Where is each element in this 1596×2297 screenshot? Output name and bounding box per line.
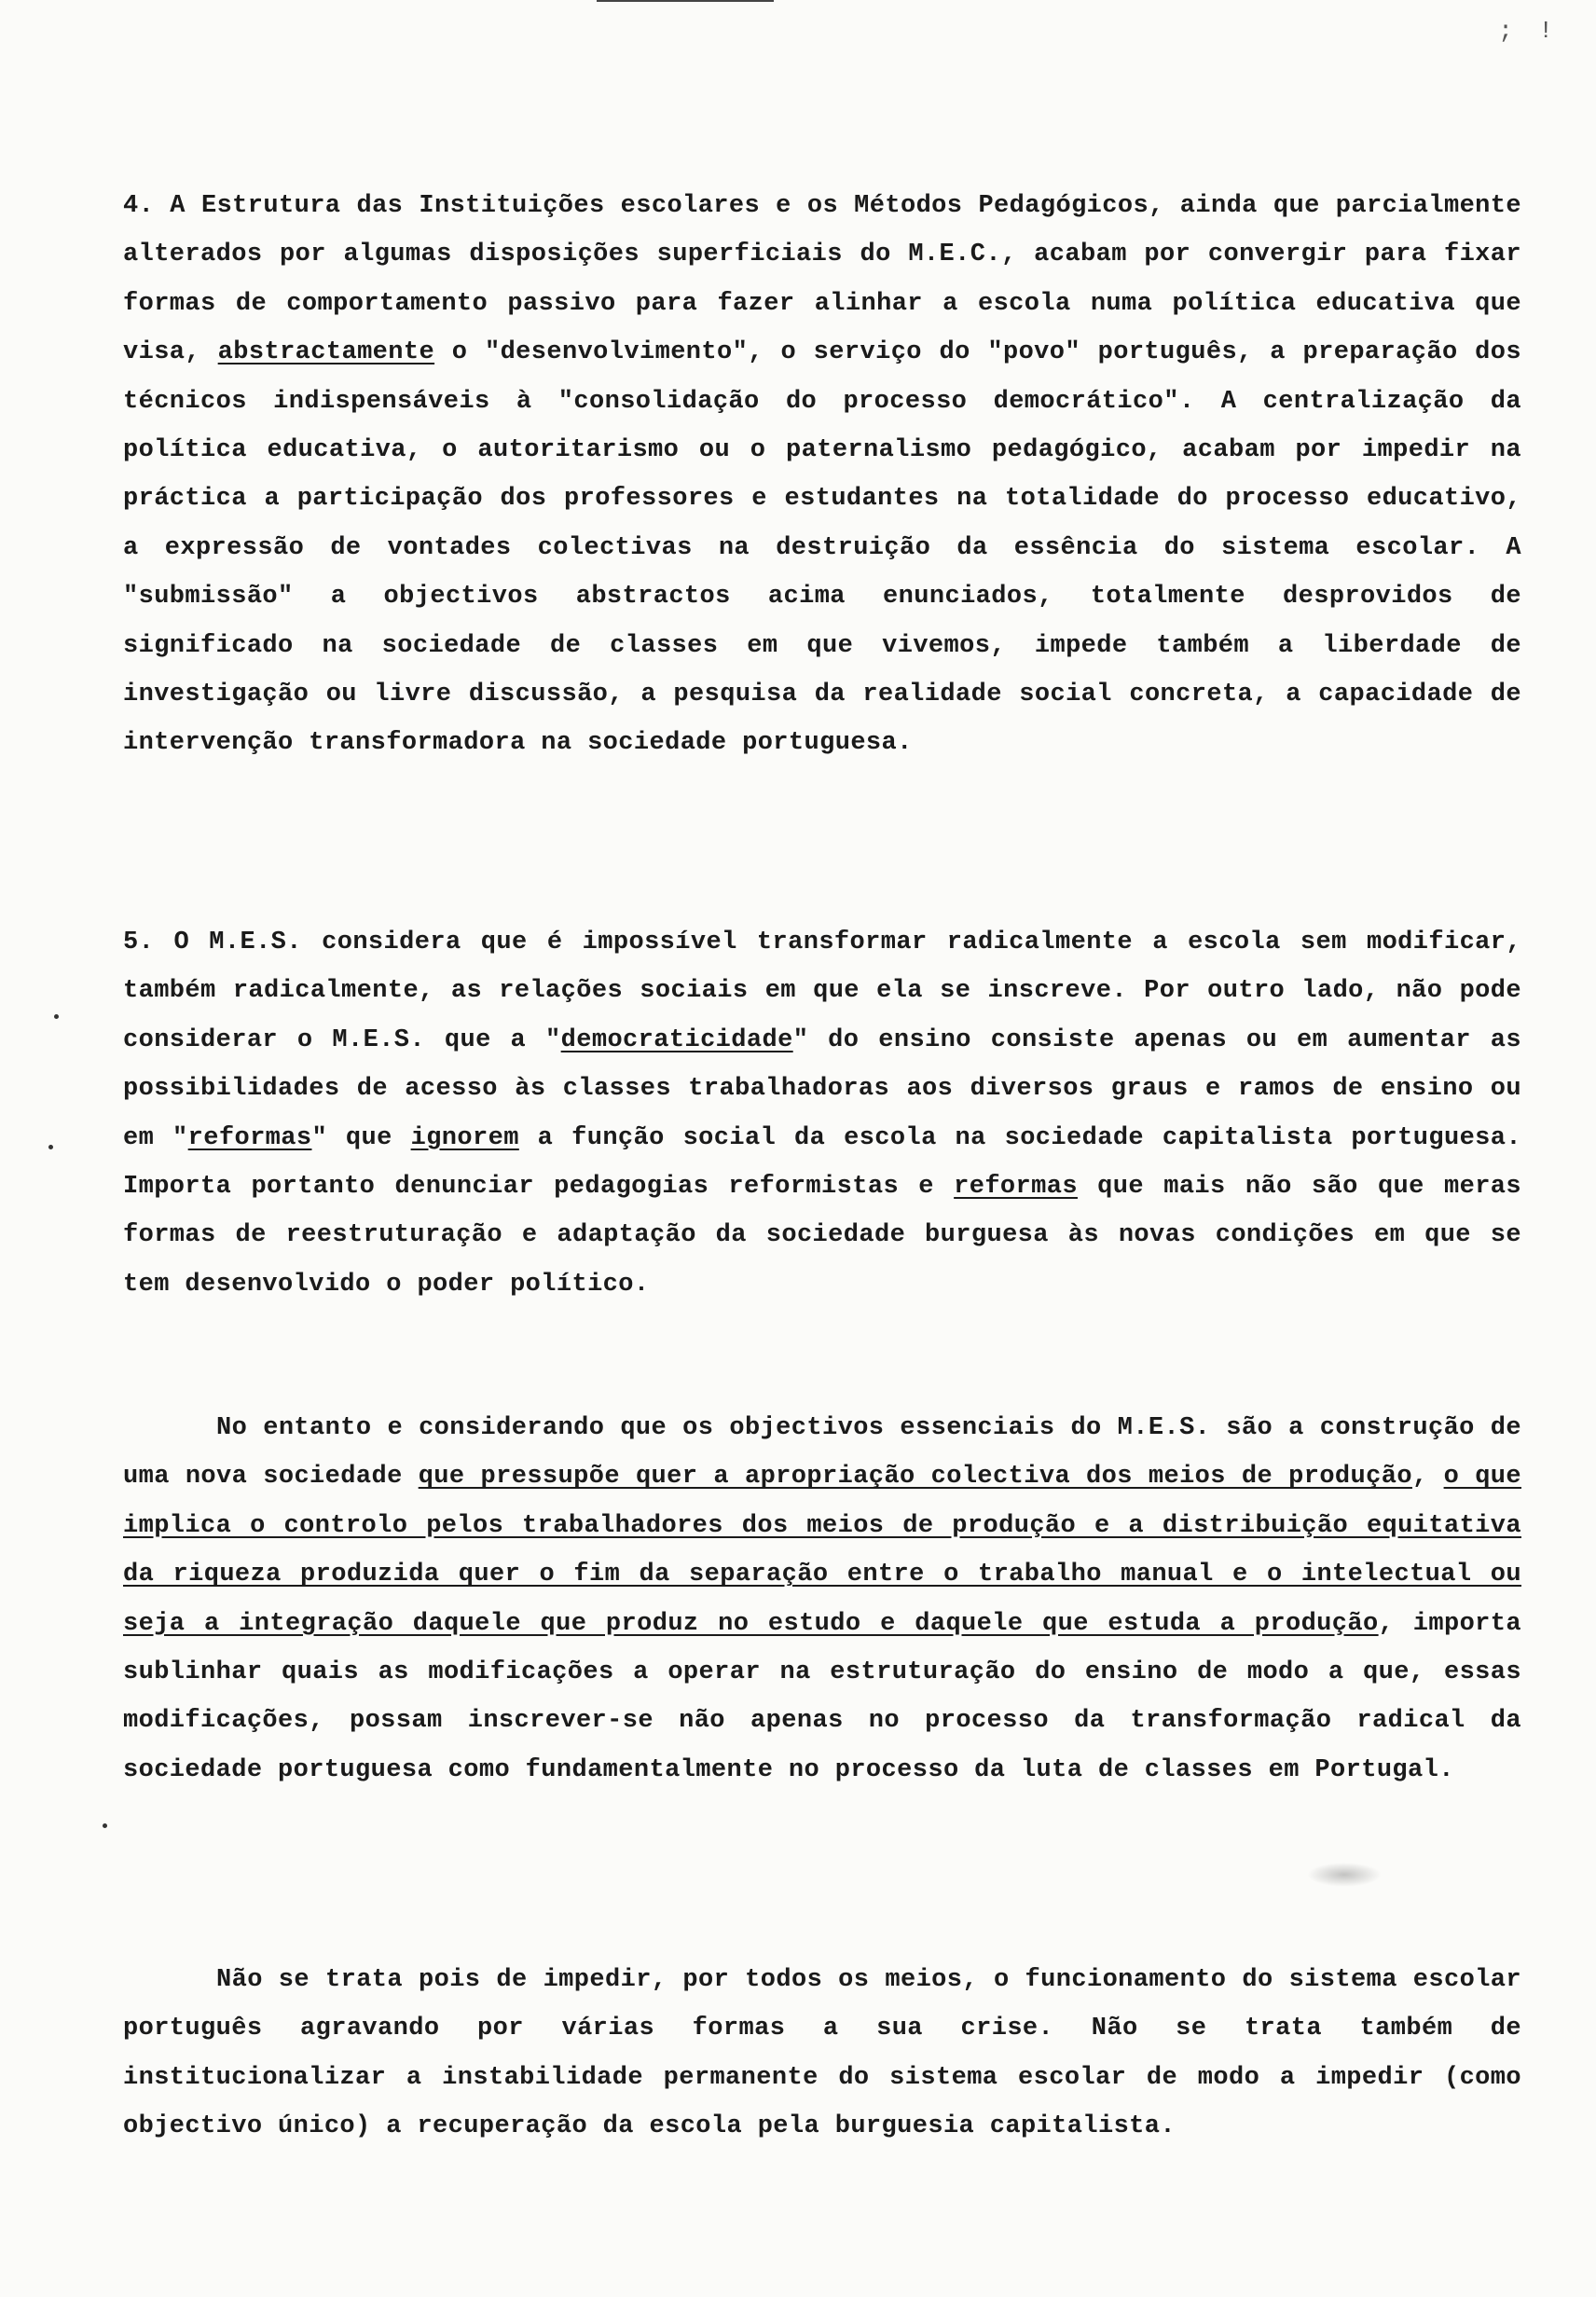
section-5-paragraph xyxy=(123,918,1521,1309)
paragraph-4-text: Não se trata pois de impedir, por todos os meios, o funcionamento do sistema escolar português agravando por várias formas a sua crise. Não se trata também de institucionalizar a instabilidade permanente do sistema escolar de modo a impedir (como objectivo único) a recuperação da escola pela burguesia capitalista. xyxy=(123,1966,1521,2141)
section-5-text-d: a função social da escola na sociedade capitalista portuguesa. Importa portanto denunciar pedagogias reformistas e xyxy=(123,1123,1521,1202)
section-4-text-b: o "desenvolvimento", o serviço do "povo" português, a preparação dos técnicos indispensáveis à "consolidação do processo democrático". A centralização da política educativa, o autoritarismo ou o paternalismo pedagógico, acabam por impedir na práctica a participação dos professores e estudantes na totalidade do processo educativo, a expressão de vontades colectivas na destruição da essência do sistema escolar. A "submissão" a objectivos abstractos acima enunciados, totalmente desprovidos de significado na sociedade de classes em que vivemos, impede também a liberdade de investigação ou livre discussão, a pesquisa da realidade social concreta, a capacidade de intervenção transformadora na sociedade portuguesa. xyxy=(123,338,1521,758)
underlined-democraticidade: democraticidade xyxy=(560,1025,793,1054)
underlined-reformas-2: reformas xyxy=(954,1173,1078,1202)
paragraph-4 xyxy=(123,1956,1521,2152)
paragraph-3-text-c: , importa sublinhar quais as modificações a operar na estruturação do ensino de modo a que, essas modificações, possam inscrever-se não apenas no processo da transformação radical da sociedade portuguesa como fundamentalmente no processo da luta de classes em Portugal. xyxy=(123,1609,1521,1784)
margin-dot xyxy=(48,1145,53,1149)
section-4-paragraph xyxy=(123,182,1521,768)
section-5-text-c: " que xyxy=(311,1123,411,1152)
corner-mark: ; ! xyxy=(1498,17,1559,45)
margin-dot xyxy=(54,1014,59,1019)
section-4 xyxy=(123,182,1521,768)
paragraph-3-text-a: No entanto e considerando que os objectivos essenciais do M.E.S. são a construção de uma nova sociedade xyxy=(123,1414,1521,1492)
underlined-phrase-2: o que implica o controlo pelos trabalhadores dos meios de produção e a distribuição equitativa da riqueza produzida quer o fim da separação entre o trabalho manual e o intelectual ou seja a integração daquele que produz no estudo e daquele que estuda a produção xyxy=(123,1463,1522,1638)
ink-smudge xyxy=(1307,1863,1382,1887)
margin-dot xyxy=(103,1823,107,1828)
paragraph-3-text xyxy=(123,1404,1521,1795)
section-5 xyxy=(123,918,1521,1309)
underlined-ignorem: ignorem xyxy=(410,1123,519,1152)
paragraph-3-text-b: , xyxy=(1411,1463,1444,1492)
section-4-text-a: 4. A Estrutura das Instituições escolares e os Métodos Pedagógicos, ainda que parcialmente alterados por algumas disposições superficiais do M.E.C., acabam por convergir para fixar formas de comportamento passivo para fazer alinhar a escola numa política educativa que visa, xyxy=(123,192,1521,367)
section-5-text-e: que mais não são que meras formas de reestruturação e adaptação da sociedade burguesa às novas condições em que se tem desenvolvido o poder político. xyxy=(123,1173,1521,1299)
top-edge-rule xyxy=(597,0,774,2)
underlined-phrase-1: que pressupõe quer a apropriação colectiva dos meios de produção xyxy=(418,1463,1412,1492)
underlined-reformas-1: reformas xyxy=(187,1123,312,1152)
section-5-text-a: 5. O M.E.S. considera que é impossível transformar radicalmente a escola sem modificar, também radicalmente, as relações sociais em que ela se inscreve. Por outro lado, não pode considerar o M.E.S. que a " xyxy=(123,928,1521,1054)
paragraph-3 xyxy=(123,1404,1521,1795)
section-5-text-b: " do ensino consiste apenas ou em aumentar as possibilidades de acesso às classes trabalhadoras aos diversos graus e ramos de ensino ou em " xyxy=(123,1025,1521,1152)
underlined-abstractamente: abstractamente xyxy=(217,338,435,367)
